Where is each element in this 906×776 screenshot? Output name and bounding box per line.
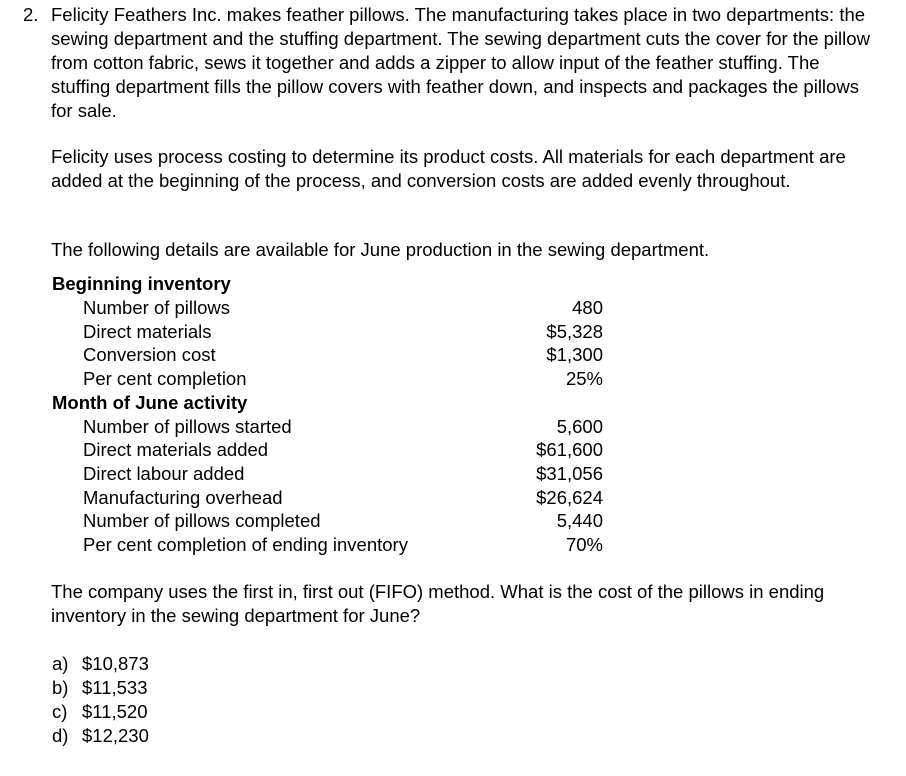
question-paragraph-intro: Felicity Feathers Inc. makes feather pillows. The manufacturing takes place in two departments: the sewing department and the stuffing department. The sewing department cuts the cover for the pillow from cotton fabric, sews it together and adds a zipper to allow input of the feather stuffing. The stuffing department fills the pillow covers with feather down, and inspects and packages the pillows for sale. (51, 4, 870, 121)
row-label: Direct labour added (83, 463, 245, 484)
beginning-inventory-heading: Beginning inventory (52, 273, 231, 294)
option-text: $11,520 (82, 701, 148, 722)
row-value: $61,600 (536, 439, 603, 460)
question-paragraph-costing: Felicity uses process costing to determine its product costs. All materials for each department are added at the beginning of the process, and conversion costs are added evenly throughout. (51, 146, 846, 191)
data-row (83, 415, 603, 439)
june-activity-heading: Month of June activity (52, 392, 248, 413)
row-value: $26,624 (536, 487, 603, 508)
data-row (83, 367, 603, 391)
option-letter: d) (52, 725, 69, 746)
data-row (83, 486, 603, 510)
row-label: Direct materials added (83, 439, 269, 460)
answer-option-b[interactable] (52, 676, 148, 700)
row-value: 480 (572, 297, 603, 318)
row-label: Number of pillows (83, 297, 231, 318)
row-label: Per cent completion (83, 368, 247, 389)
option-letter: c) (52, 701, 68, 722)
row-label: Per cent completion of ending inventory (83, 534, 408, 555)
row-value: $31,056 (536, 463, 603, 484)
row-label: Conversion cost (83, 344, 216, 365)
row-value: 5,440 (556, 510, 603, 531)
row-label: Manufacturing overhead (83, 487, 283, 508)
data-row (83, 533, 603, 557)
data-row (83, 320, 603, 344)
question-number: 2. (23, 4, 39, 25)
data-row (83, 462, 603, 486)
row-value: 70% (565, 534, 603, 555)
answer-option-c[interactable] (52, 700, 148, 724)
question-prompt: The company uses the first in, first out (FIFO) method. What is the cost of the pillows in ending inventory in the sewing department for June? (51, 581, 825, 626)
answer-option-d[interactable] (52, 724, 149, 748)
option-text: $10,873 (82, 653, 149, 674)
option-text: $11,533 (82, 677, 148, 698)
data-row (83, 438, 603, 462)
question-paragraph-details: The following details are available for June production in the sewing department. (51, 239, 710, 260)
data-row (83, 343, 603, 367)
option-letter: b) (52, 677, 69, 698)
row-value: 5,600 (556, 416, 603, 437)
row-label: Direct materials (83, 321, 212, 342)
answer-option-a[interactable] (52, 652, 149, 676)
option-text: $12,230 (82, 725, 149, 746)
data-row (83, 296, 603, 320)
row-value: $1,300 (546, 344, 603, 365)
row-label: Number of pillows started (83, 416, 292, 437)
row-label: Number of pillows completed (83, 510, 321, 531)
data-row (83, 509, 603, 533)
row-value: $5,328 (546, 321, 603, 342)
option-letter: a) (52, 653, 69, 674)
row-value: 25% (565, 368, 603, 389)
